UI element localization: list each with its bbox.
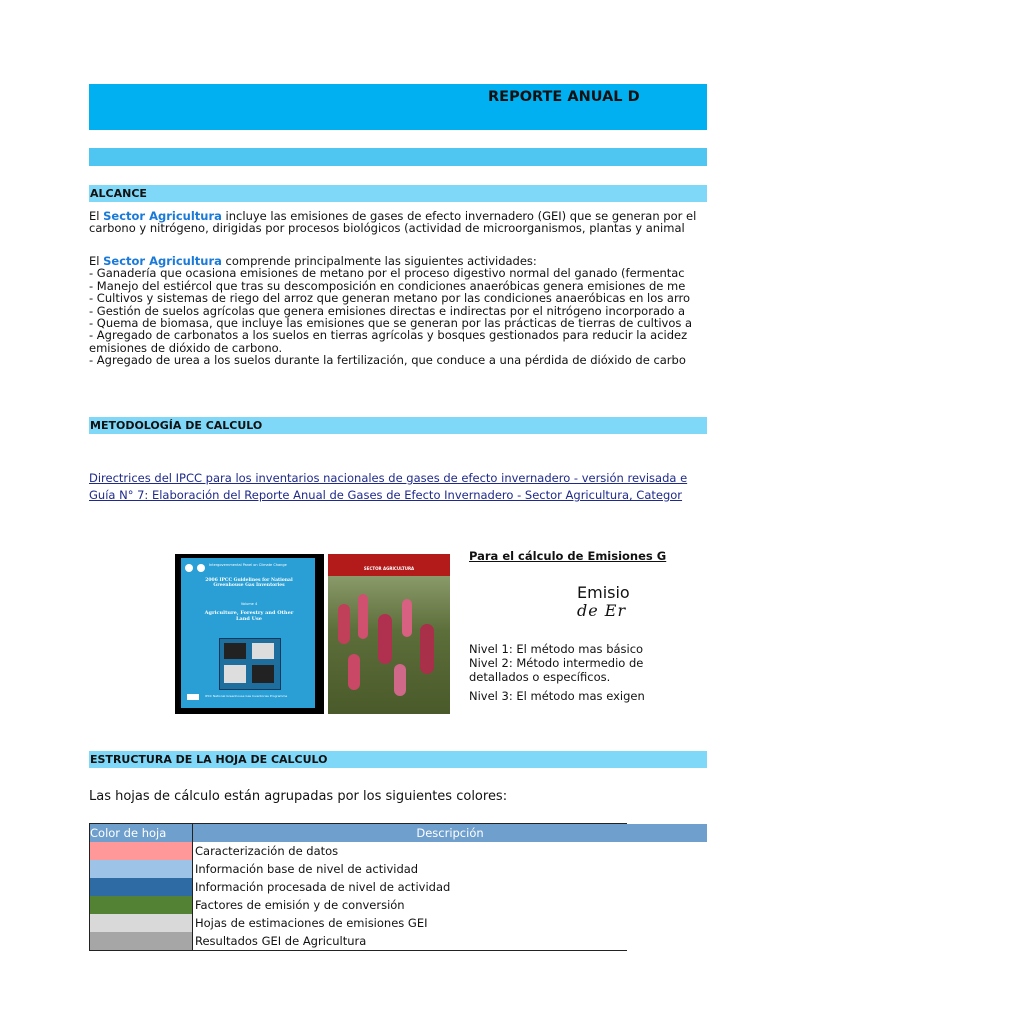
ipcc-guidelines-link[interactable]: Directrices del IPCC para los inventarios nacionales de gases de efecto invernadero - versión revisada e [89, 471, 688, 485]
row-description: Resultados GEI de Agricultura [195, 934, 367, 948]
table-row [89, 878, 707, 896]
nivel-3-text: Nivel 3: El método mas exigen [469, 689, 645, 703]
ipcc-guidelines-cover-image: Intergovernmental Panel on Climate Change 2006 IPCC Guidelines for National Greenhouse Gas Inventories Volume 4 Agriculture, Forestry and Other Land Use IPCC National Greenhouse Gas Inventories Programme [175, 554, 324, 714]
sector-highlight: Sector Agricultura [103, 254, 222, 268]
activity-item: - Gestión de suelos agrícolas que genera emisiones directas e indirectas por el nitrógeno incorporado a [89, 303, 686, 318]
table-row [89, 842, 707, 860]
title-bar [89, 84, 707, 130]
formula-line-1: Emisio [577, 583, 630, 602]
table-row [89, 932, 707, 950]
table-header [89, 824, 707, 842]
formula-line-2: de Er [577, 601, 627, 620]
table-bottom-border [89, 950, 627, 951]
activity-item: emisiones de dióxido de carbono. [89, 340, 283, 355]
section-estructura: ESTRUCTURA DE LA HOJA DE CALCULO [89, 751, 707, 768]
activity-item: - Ganadería que ocasiona emisiones de metano por el proceso digestivo normal del ganado (fermentac [89, 266, 685, 281]
table-left-border [89, 824, 90, 951]
nivel-2-text: Nivel 2: Método intermedio de [469, 656, 644, 670]
activity-item: - Quema de biomasa, que incluye las emisiones que se generan por las prácticas de tierras de cultivos a [89, 316, 693, 331]
color-swatch [89, 914, 193, 932]
subtitle-bar [89, 148, 707, 166]
activity-item: - Cultivos y sistemas de riego del arroz que generan metano por las condiciones anaeróbicas en los arro [89, 291, 691, 306]
section-metodologia: METODOLOGÍA DE CALCULO [89, 417, 707, 434]
alcance-paragraph-2: El Sector Agricultura comprende principalmente las siguientes actividades: - Ganadería que ocasiona emisiones de metano por el proceso digestivo normal del ganado (fermentac - Manejo del estiércol que tras su descomposición en condiciones anaeróbicas genera emisiones de me - Cultivos y sistemas de riego del arroz que generan metano por las condiciones anaeróbicas en los arro - Gestión de suelos agrícolas que genera emisiones directas e indirectas por el nitrógeno incorporado a - Quema de biomasa, que incluye las emisiones que se generan por las prácticas de tierras de cultivos a - Agregado de carbonatos a los suelos en tierras agrícolas y bosques gestionados para reducir la acidez emisiones de dióxido de carbono. - Agregado de urea a los suelos durante la fertilización, que conduce a una pérdida de dióxido de carbo [89, 254, 693, 368]
color-swatch [89, 878, 193, 896]
row-description: Información procesada de nivel de actividad [195, 880, 451, 894]
color-swatch [89, 842, 193, 860]
activity-item: - Agregado de carbonatos a los suelos en tierras agrícolas y bosques gestionados para reducir la acidez [89, 328, 688, 343]
nivel-2-text-cont: detallados o específicos. [469, 670, 611, 684]
header-descripcion: Descripción [416, 826, 484, 840]
sector-highlight: Sector Agricultura [103, 209, 222, 223]
nivel-1-text: Nivel 1: El método mas básico [469, 642, 644, 656]
calculation-heading: Para el cálculo de Emisiones G [469, 549, 667, 563]
guia-7-link[interactable]: Guía N° 7: Elaboración del Reporte Anual de Gases de Efecto Invernadero - Sector Agricultura, Categor [89, 488, 683, 502]
table-row [89, 896, 707, 914]
color-swatch [89, 896, 193, 914]
section-alcance: ALCANCE [89, 185, 707, 202]
activity-item: - Manejo del estiércol que tras su descomposición en condiciones anaeróbicas genera emisiones de me [89, 278, 686, 293]
row-description: Información base de nivel de actividad [195, 862, 419, 876]
sector-agricultura-cover-image: SECTOR AGRICULTURA [328, 554, 450, 714]
color-swatch [89, 860, 193, 878]
row-description: Hojas de estimaciones de emisiones GEI [195, 916, 428, 930]
row-description: Caracterización de datos [195, 844, 339, 858]
color-swatch [89, 932, 193, 950]
color-legend-table [89, 842, 627, 952]
report-title: REPORTE ANUAL D [488, 89, 640, 105]
header-color-de-hoja: Color de hoja [89, 824, 193, 842]
activity-item: - Agregado de urea a los suelos durante la fertilización, que conduce a una pérdida de dióxido de carbo [89, 353, 686, 368]
row-description: Factores de emisión y de conversión [195, 898, 405, 912]
alcance-paragraph-1: El Sector Agricultura incluye las emisiones de gases de efecto invernadero (GEI) que se generan por el carbono y nitrógeno, dirigidas por procesos biológicos (actividad de microorganismos, plantas y animal [89, 209, 697, 236]
table-row [89, 914, 707, 932]
table-row [89, 860, 707, 878]
estructura-intro: Las hojas de cálculo están agrupadas por los siguientes colores: [89, 789, 508, 804]
